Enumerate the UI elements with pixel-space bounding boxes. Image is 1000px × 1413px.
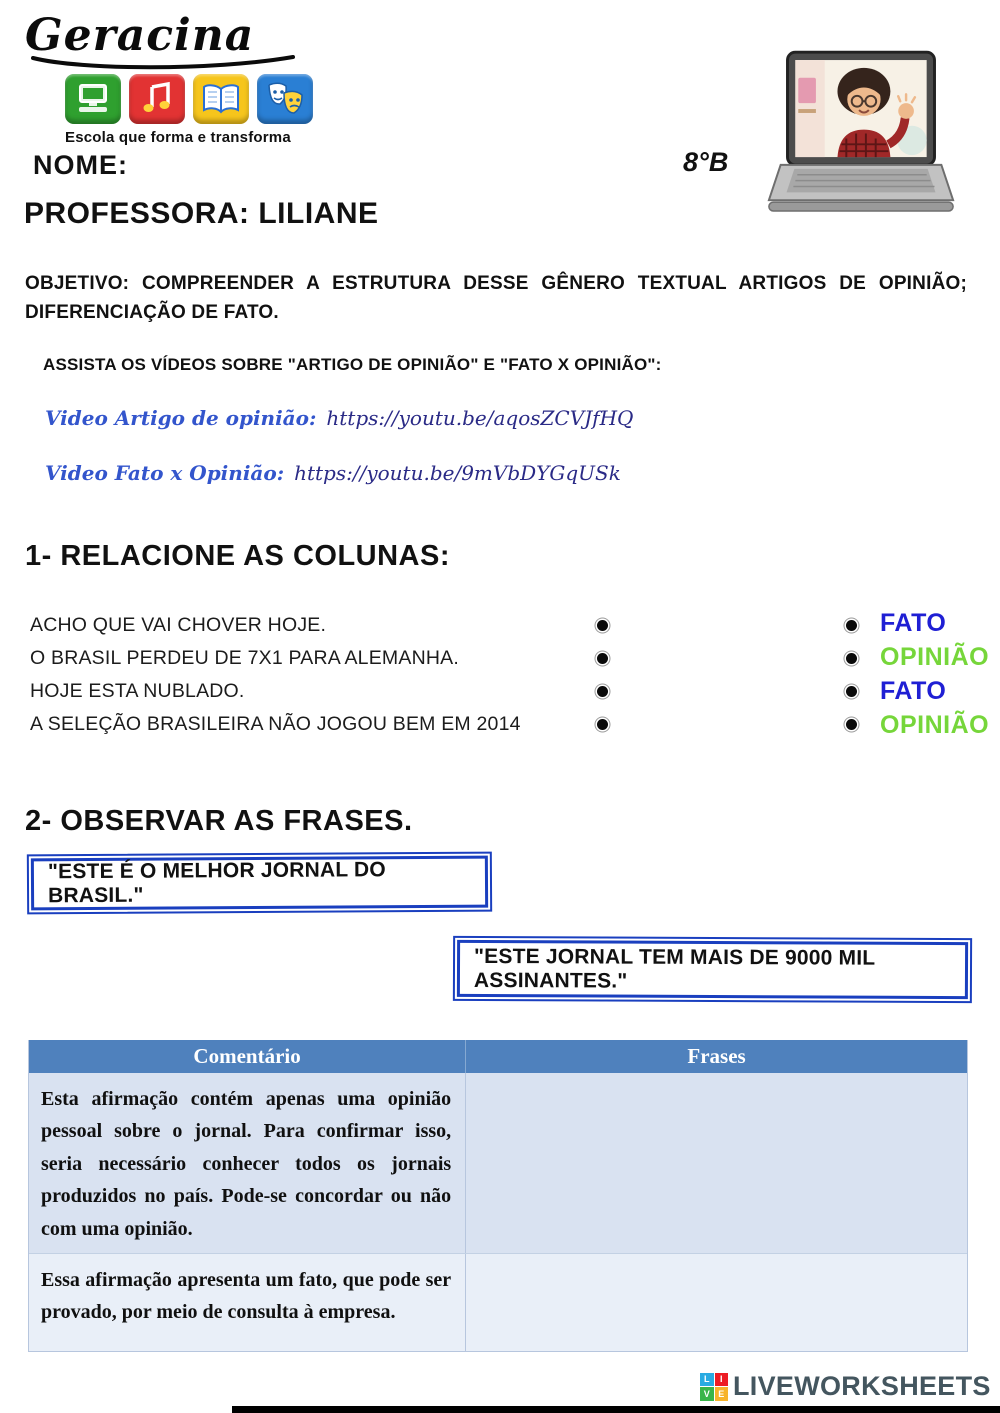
match-dot-left-2[interactable] [597, 653, 608, 664]
statement-3: HOJE ESTA NUBLADO. [30, 680, 245, 702]
comment-cell-2: Essa afirmação apresenta um fato, que pode ser provado, por meio de consulta à empresa. [41, 1268, 452, 1324]
logo-tagline: Escola que forma e transforma [65, 129, 291, 146]
phrase-box-1[interactable]: "ESTE É O MELHOR JORNAL DO BRASIL." [31, 856, 488, 911]
match-dot-right-3[interactable] [846, 686, 857, 697]
video-line-fato [45, 461, 621, 485]
name-label: NOME: [33, 150, 128, 180]
statement-list [30, 609, 521, 741]
option-list [880, 606, 989, 742]
logo-icon-row [65, 74, 313, 124]
theater-masks-icon [257, 74, 313, 124]
logo-text: Geracina [25, 10, 255, 61]
video-label-fato: Video Fato x Opinião: [45, 461, 285, 485]
exercise1-title: 1- RELACIONE AS COLUNAS: [25, 540, 450, 572]
videos-instruction: ASSISTA OS VÍDEOS SOBRE "ARTIGO DE OPINIÃO" E "FATO X OPINIÃO": [43, 355, 662, 374]
option-fato-2: FATO [880, 676, 947, 705]
video-link-fato[interactable]: https://youtu.be/9mVbDYGqUSk [294, 461, 621, 485]
frases-answer-cell-2[interactable] [465, 1254, 967, 1351]
lw-letter-e: E [715, 1387, 729, 1401]
comment-cell-1: Esta afirmação contém apenas uma opinião pessoal sobre o jornal. Para confirmar isso, seria necessário conhecer todos os jornais produzidos no país. Pode-se concordar ou não com uma opinião. [41, 1088, 452, 1240]
comment-table [28, 1040, 968, 1352]
video-link-artigo[interactable]: https://youtu.be/aqosZCVJfHQ [326, 406, 634, 430]
match-dots-right-column [846, 609, 857, 741]
option-opiniao-1: OPINIÃO [880, 642, 990, 671]
match-dot-right-1[interactable] [846, 620, 857, 631]
page-bottom-edge [232, 1406, 1000, 1413]
phrase-box-2[interactable]: "ESTE JORNAL TEM MAIS DE 9000 MIL ASSINANTES." [457, 940, 968, 999]
teacher-label: PROFESSORA: LILIANE [24, 197, 379, 230]
teacher-laptop-illustration [763, 50, 959, 227]
table-row [29, 1253, 967, 1351]
match-dots-left-column [597, 609, 608, 741]
match-dot-left-1[interactable] [597, 620, 608, 631]
table-header-comentario: Comentário [193, 1044, 301, 1068]
match-dot-right-2[interactable] [846, 653, 857, 664]
option-opiniao-2: OPINIÃO [880, 710, 990, 739]
liveworksheets-grid-icon [700, 1373, 728, 1401]
option-fato-1: FATO [880, 608, 947, 637]
match-dot-left-3[interactable] [597, 686, 608, 697]
grade-label: 8°B [683, 147, 729, 177]
statement-4: A SELEÇÃO BRASILEIRA NÃO JOGOU BEM EM 2014 [30, 713, 521, 735]
liveworksheets-wordmark: LIVEWORKSHEETS [733, 1371, 991, 1401]
objective-text: OBJETIVO: COMPREENDER A ESTRUTURA DESSE GÊNERO TEXTUAL ARTIGOS DE OPINIÃO; DIFERENCIAÇÃO DE FATO. [25, 273, 967, 323]
exercise2-title: 2- OBSERVAR AS FRASES. [25, 805, 413, 837]
statement-1: ACHO QUE VAI CHOVER HOJE. [30, 614, 327, 636]
book-icon [193, 74, 249, 124]
lw-letter-l: L [700, 1373, 714, 1387]
table-header-frases: Frases [465, 1040, 967, 1073]
music-note-icon [129, 74, 185, 124]
table-header-row [29, 1040, 967, 1073]
match-dot-left-4[interactable] [597, 719, 608, 730]
table-row [29, 1073, 967, 1253]
lw-letter-i: I [715, 1373, 729, 1387]
liveworksheets-logo [700, 1371, 991, 1402]
match-dot-right-4[interactable] [846, 719, 857, 730]
video-label-artigo: Video Artigo de opinião: [45, 406, 317, 430]
computer-icon [65, 74, 121, 124]
frases-answer-cell-1[interactable] [465, 1073, 967, 1253]
school-logo [25, 10, 313, 146]
statement-2: O BRASIL PERDEU DE 7X1 PARA ALEMANHA. [30, 647, 459, 669]
lw-letter-v: V [700, 1387, 714, 1401]
video-line-artigo [45, 406, 633, 430]
